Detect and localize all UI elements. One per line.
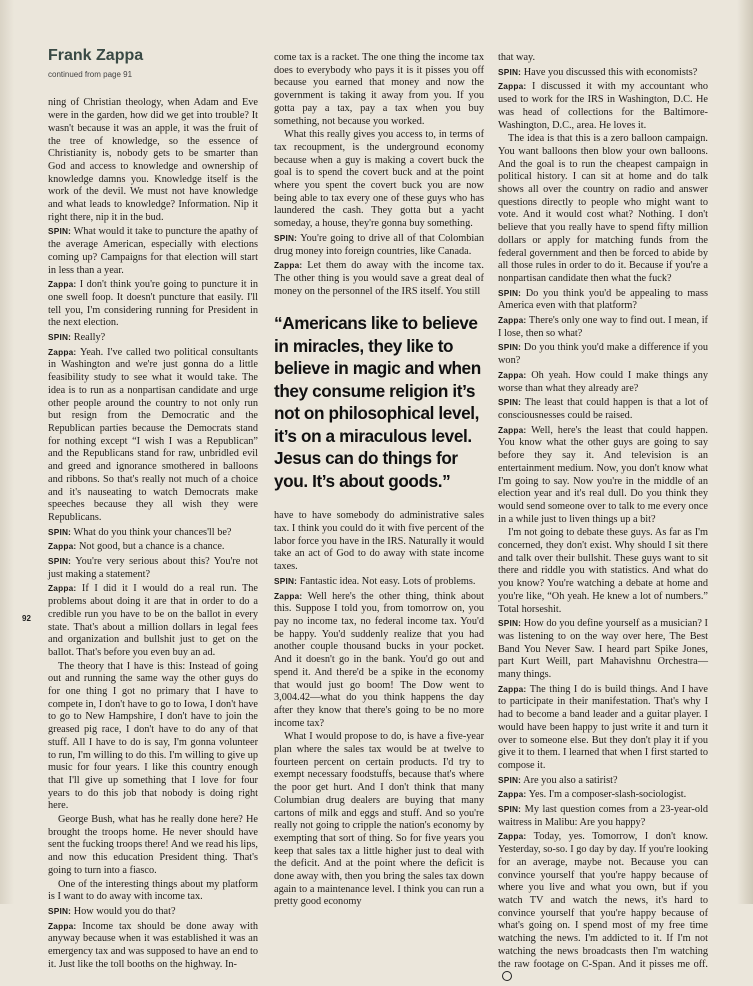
speaker-label: SPIN: — [498, 397, 522, 408]
speaker-label: SPIN: — [498, 66, 522, 77]
body-paragraph: that way. — [498, 52, 536, 63]
interview-exchange — [48, 905, 258, 919]
interview-exchange — [498, 80, 708, 132]
body-paragraph: What this really gives you access to, in terms of tax recoupment, is the underground economy because when a guy is making a covert buck the goal is to spend the covert buck and at the point where you spent the covert buck you are now being able to tax every one of these guys who has laundered the cash. They gotta but a yacht someday, a house, they're gonna buy something. — [274, 129, 484, 230]
interview-exchange — [48, 346, 258, 525]
speaker-label: SPIN: — [498, 287, 522, 298]
interview-exchange — [48, 540, 258, 554]
speaker-text: Today, yes. Tomorrow, I don't know. Yesterday, so-so. I go day by day. If you're looking for an average, maybe not. Because you can convince yourself that you're happy because of where you live and what you own, but if you watch TV and watch the news, it's hard to convince yourself that you're happy because of what's going on. I spend most of my free time watching the news. I'm addicted to it. If I'm not watching the news broadcasts then I'm watching the raw footage on C-Span. And it pisses me off. — [498, 831, 708, 970]
body-paragraph: I'm not going to debate these guys. As far as I'm concerned, they don't exist. Why should I sit there and talk over their bullshit. These guys want to sit there and riddle you with statistics. And what do you know? You're watching a debate at home and you're like, “Oh yeah. He knew a lot of numbers.” Total horseshit. — [498, 527, 708, 615]
interview-exchange — [498, 803, 708, 829]
body-paragraph: The idea is that this is a zero balloon campaign. You want balloons then blow your own balloons. And the goal is to run the cheapest campaign in political history. I can sit at home and do talk shows all over the country on radio and answer questions directly to people who might want to vote. And it would cost what? Nothing. I don't believe that you really have to spend fifty million dollars or apply for matching funds from the federal government and then be forced to abide by all those rules in order to do it. Because if you're a nonpartisan candidate then what the fuck? — [498, 133, 708, 284]
speaker-text: Do you think you'd make a difference if you won? — [498, 342, 708, 367]
body-paragraph: One of the interesting things about my platform is I want to do away with income tax. — [48, 878, 258, 903]
speaker-text: Are you also a satirist? — [521, 774, 618, 786]
interview-exchange — [498, 424, 708, 527]
column-2-top-body — [274, 52, 484, 298]
body-paragraph: come tax is a racket. The one thing the income tax does to everybody who pays it is it pisses you off because you earned that money and now the government is taking it away from you. If you gotta pay a tax, pay a tax when you buy something, not because you worked. — [274, 52, 484, 127]
speaker-label: SPIN: — [498, 342, 522, 353]
body-paragraph: The theory that I have is this: Instead of going out and running the same way the other guys do for one thing I got no primary that I have to compete in, I don't have to go to Iowa, I don't have to go to New Hampshire, I don't have to join the greased pig race, I don't have to do any of that stuff. All I have to do is say, I'm gonna volunteer to run, I'm willing to do this. I'm willing to give up music for four years. I like this country enough that I'll give up something that I love for four years to do this job that nobody is doing right here. — [48, 660, 258, 812]
interview-exchange — [498, 830, 708, 984]
interview-exchange — [498, 369, 708, 395]
speaker-label: SPIN: — [48, 526, 72, 537]
speaker-text: How do you define yourself as a musician? I was listening to on the way over here, The Best Band You Never Saw. I heard part Spike Jones, part Kurt Weill, part Mahavishnu Orchestra—many things. — [498, 618, 708, 681]
body-paragraph: George Bush, what has he really done here? He brought the troops home. He never should have sent the fucking troops there! And we read his lips, and now this education President thing. That's going to turn into a fiasco. — [48, 814, 258, 876]
interview-exchange — [274, 259, 484, 298]
speaker-label: Zappa: — [48, 583, 77, 594]
speaker-text: Do you think you'd be appealing to mass America even with that platform? — [498, 287, 708, 312]
interview-exchange — [48, 225, 258, 277]
continued-note: continued from page 91 — [48, 69, 133, 79]
interview-exchange — [274, 590, 484, 731]
body-paragraph: What I would propose to do, is have a five-year plan where the sales tax would be at twelve to fourteen percent on certain products. I'd try to exempt necessary foodstuffs, because that's where the poor get hurt. And I don't think that many Columbian drug dealers are buying that many cartons of milk and eggs and stuff. And so you're really not going to cripple the nation's economy by exempting that sort of thing. So for five years you keep that sales tax a little higher just to deal with the deficit. And at the point where the deficit is done away with, then you bring the sales tax down again to a maintenance level. I think you can run a pretty good economy — [274, 731, 484, 908]
speaker-label: SPIN: — [274, 232, 298, 243]
interview-exchange — [48, 920, 258, 972]
speaker-text: Yeah. I've called two political consultants in Washington and we're just gonna do a little feasibility study to see what it would take. The idea is to run as a nonpartisan candidate and urge other people around the country to not only run but resign from the Democratic and the Republican parties because the Democrats stand for nothing except “I wish I was a Republican” and the Republicans stand for raw, unbridled evil and greed and ignorance smothered in balloons and ribbons. So that's really not much of a choice and it's nauseating to watch Democrats make speeches because they all wish they were Republicans. — [48, 346, 258, 523]
interview-exchange — [48, 331, 258, 345]
page-number: 92 — [22, 614, 31, 623]
column-2 — [274, 52, 484, 910]
page-gutter-shadow — [0, 0, 14, 904]
body-paragraph: ning of Christian theology, when Adam and Eve were in the garden, how did we get into trouble? It wasn't because it was an apple, it was the fruit of the tree of knowledge, so the essence of Christianity is, nobody gets to be smarter than God and access to knowledge and ownership of knowledge damns you. Knowledge itself is the work of the devil. We must not have knowledge and what leads to knowledge? Information. Nip it right there, nip it in the bud. — [48, 97, 258, 223]
speaker-label: Zappa: — [48, 346, 77, 357]
speaker-text: I discussed it with my accountant who used to work for the IRS in Washington, D.C. He was head of collections for the Baltimore-Washington, D.C., area. He loves it. — [498, 81, 708, 131]
speaker-text: Not good, but a chance is a chance. — [76, 541, 225, 553]
speaker-label: Zappa: — [274, 260, 303, 271]
speaker-label: SPIN: — [498, 804, 522, 815]
speaker-label: Zappa: — [498, 369, 527, 380]
interview-exchange — [498, 683, 708, 773]
speaker-label: SPIN: — [48, 906, 72, 916]
interview-exchange — [498, 287, 708, 313]
interview-exchange — [274, 575, 484, 589]
interview-exchange — [498, 341, 708, 367]
speaker-text: How would you do that? — [71, 906, 176, 917]
speaker-text: Fantastic idea. Not easy. Lots of problems. — [297, 575, 476, 587]
speaker-text: My last question comes from a 23-year-old waitress in Malibu: Are you happy? — [498, 804, 708, 828]
interview-exchange — [48, 526, 258, 540]
body-paragraph: have to have somebody do administrative sales tax. I think you could do it with five percent of the labor force you have in the IRS. Naturally it would take an act of God to do away with state income taxes. — [274, 510, 484, 573]
speaker-text: Well here's the other thing, think about this. Suppose I told you, from tomorrow on, you pay no income tax, no federal income tax. You'd be happy. You'd suddenly realize that you had another couple thousand bucks in your pocket. And it doesn't go in the bank. You'd go out and spend it. And there'd be a spike in the economy that would just go boom! The Dow went to 3,004.42—what do you think happens the day after they know that there's going to be no more income tax? — [274, 590, 484, 729]
end-of-article-icon — [502, 971, 512, 981]
page-edge-shadow — [737, 0, 753, 904]
speaker-label: Zappa: — [498, 315, 527, 326]
speaker-label: Zappa: — [48, 541, 77, 552]
interview-exchange — [498, 617, 708, 682]
pull-quote: “Americans like to believe in miracles, they like to believe in magic and when they consume religion it’s not on philosophical level, it’s on a miraculous level. Jesus can do things for you. It’s about goods.” — [274, 313, 481, 491]
speaker-text: You're going to drive all of that Colombian drug money into foreign countries, like Canada. — [274, 232, 484, 257]
interview-exchange — [48, 278, 258, 330]
speaker-text: If I did it I would do a real run. The problems about doing it are that in order to do a credible run you have to be on the ballot in every state. That's about a million dollars in legal fees and organization and bullshit just to get on the ballot. That's before you even buy an ad. — [48, 583, 258, 658]
speaker-text: Oh yeah. How could I make things any worse than what they already are? — [498, 369, 708, 394]
interview-exchange — [498, 396, 708, 422]
speaker-label: SPIN: — [498, 774, 522, 785]
article-title: Frank Zappa — [48, 47, 144, 64]
interview-exchange — [498, 66, 708, 80]
speaker-text: You're very serious about this? You're not just making a statement? — [48, 556, 258, 580]
speaker-text: There's only one way to find out. I mean, if I lose, then so what? — [498, 315, 708, 339]
speaker-text: The least that could happen is that a lot of consciousnesses could be raised. — [498, 397, 708, 421]
column-3-body — [498, 52, 708, 985]
speaker-text: Have you discussed this with economists? — [521, 66, 698, 78]
speaker-label: Zappa: — [498, 831, 527, 842]
column-1-body — [48, 97, 258, 971]
speaker-text: What do you think your chances'll be? — [71, 526, 232, 538]
speaker-label: Zappa: — [48, 279, 77, 290]
speaker-text: Well, here's the least that could happen. You know what the other guys are going to say before they say it. And television is an entertainment medium. Now, you don't know what I'm going to say. Now you're in the middle of an election year and it's real dull. Do you think they would send someone over to talk to me every once in a while just to liven things up a bit? — [498, 424, 708, 525]
speaker-label: SPIN: — [274, 575, 298, 586]
column-3 — [498, 52, 708, 986]
speaker-label: Zappa: — [48, 920, 77, 931]
speaker-label: SPIN: — [48, 556, 72, 567]
interview-exchange — [48, 555, 258, 581]
interview-exchange — [498, 774, 708, 788]
interview-exchange — [498, 314, 708, 340]
speaker-label: Zappa: — [498, 424, 527, 435]
interview-exchange — [48, 582, 258, 659]
speaker-label: Zappa: — [274, 590, 303, 601]
speaker-label: SPIN: — [498, 618, 522, 629]
interview-exchange — [274, 232, 484, 258]
speaker-label: SPIN: — [48, 332, 72, 343]
speaker-text: Yes. I'm a composer-slash-sociologist. — [526, 789, 687, 801]
speaker-text: Let them do away with the income tax. The other thing is you would save a great deal of money on the personnel of the IRS itself. You still — [274, 260, 484, 297]
speaker-text: What would it take to puncture the apathy of the average American, especially with elections coming up? Campaigns for that election will start in less than a year. — [48, 226, 258, 276]
speaker-text: I don't think you're going to puncture it in one swell foop. It doesn't puncture that easily. I'll tell you, I'm considering running for President in the next election. — [48, 279, 258, 329]
speaker-text: Really? — [71, 332, 106, 344]
speaker-label: Zappa: — [498, 789, 527, 800]
speaker-text: Income tax should be done away with anyway because when it was established it was an emergency tax and was supposed to have an end to it. Just like the toll booths on the highway. In- — [48, 920, 258, 970]
speaker-label: SPIN: — [48, 226, 72, 237]
speaker-label: Zappa: — [498, 683, 527, 694]
speaker-label: Zappa: — [498, 81, 527, 92]
speaker-text: The thing I do is build things. And I have to participate in their manifestation. That's why I had to become a band leader and a guitar player. I would have been happy to just write it and turn it over to someone else. But they don't play it if you give it to them. I learned that when I first started to compose it. — [498, 683, 708, 771]
column-1 — [48, 47, 258, 973]
interview-exchange — [498, 788, 708, 802]
column-2-bottom-body — [274, 510, 484, 909]
